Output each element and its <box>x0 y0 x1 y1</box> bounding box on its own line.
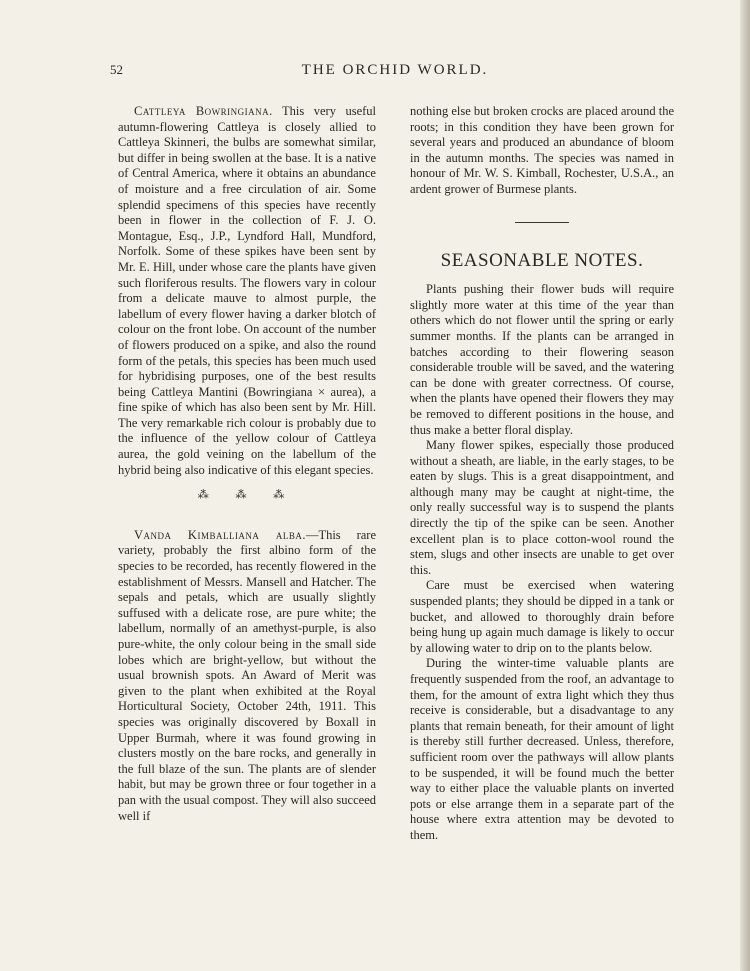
page-spine-shadow <box>740 0 750 971</box>
article-cattleya <box>118 104 376 478</box>
paragraph: Many flower spikes, especially those produced without a sheath, are liable, in the early stages, to be eaten by slugs. This is a great disappointment, and although many may be caught at night-time, the only really successful way is to suspend the plants directly the tip of the spike can be seen. Another excellent plan is to place cotton-wool round the stem, slugs and other insects are unable to get over this. <box>410 438 674 577</box>
paragraph: Plants pushing their flower buds will require slightly more water at this time of the year than others which do not flower until the spring or early summer months. If the plants can be arranged in batches according to their flowering season considerable trouble will be saved, and the watering can be done with greater correctness. Of course, when the plants have opened their flowers they may be removed to different positions in the house, and thus make a better floral display. <box>410 282 674 437</box>
article-title: Vanda Kimballiana alba. <box>134 527 306 542</box>
right-column <box>410 104 674 844</box>
article-title: Cattleya Bowringiana. <box>134 104 273 118</box>
page-header <box>100 62 690 82</box>
title-dash: — <box>305 527 319 542</box>
page-number: 52 <box>110 62 123 77</box>
section-ornament: ⁂ ⁂ ⁂ <box>197 489 297 502</box>
left-column <box>118 104 376 824</box>
paragraph: During the winter-time valuable plants are frequently suspended from the roof, an advantage to them, for the amount of extra light which they thus receive is considerable, but a disadvantage to any plants that remain beneath, for their amount of light is thereby still further decreased. Unless, therefore, sufficient room over the pathways will allow plants to be suspended, it will be found much the better way to either place the valuable plants on inverted pots or else arrange them in a separate part of the house where extra attention may be devoted to them. <box>410 656 674 842</box>
section-divider <box>515 222 569 223</box>
article-body: This rare variety, probably the first albino form of the species to be recorded, has recently flowered in the establishment of Messrs. Mansell and Hatcher. The sepals and petals, which are usually slightly suffused with a delicate rose, are pure white; the labellum, normally of an amethyst-purple, is also pure-white, the only colour being in the small side lobes which are bright-yellow, but without the usual brownish spots. An Award of Merit was given to the plant when exhibited at the Royal Horticultural Society, October 24th, 1911. This species was originally discovered by Boxall in Upper Burmah, where it was found growing in clusters mostly on the bare rocks, and generally in the full blaze of the sun. The plants are of slender habit, but may be grown three or four together in a pan with the usual compost. They will also succeed well if <box>118 527 376 823</box>
section-heading: SEASONABLE NOTES. <box>440 249 644 271</box>
article-continuation: nothing else but broken crocks are placed around the roots; in this condition they have been grown for several years and produced an abundance of bloom in the autumn months. The species was named in honour of Mr. W. S. Kimball, Rochester, U.S.A., an ardent grower of Burmese plants. <box>410 104 674 196</box>
article-body: This very useful autumn-flowering Cattleya is closely allied to Cattleya Skinneri, the bulbs are somewhat similar, but differ in being swollen at the base. It is a native of Central America, where it obtains an abundance of moisture and a free circulation of air. Some splendid specimens of this species have recently been in flower in the collection of F. J. O. Montague, Esq., J.P., Lyndford Hall, Mundford, Norfolk. Some of these spikes have been sent by Mr. E. Hill, under whose care the plants have given such floriferous results. The flowers vary in colour from a delicate mauve to almost purple, the labellum of every flower having a darker blotch of colour on the front lobe. On account of the number of flowers produced on a spike, and also the round form of the petals, this species has been much used for hybridising purposes, one of the best results being Cattleya Mantini (Bowringiana × aurea), a fine spike of which has also been sent by Mr. Hill. The very remarkable rich colour is probably due to the influence of the yellow colour of Cattleya aurea, the gold veining on the labellum of the hybrid being also indicative of this elegant species. <box>118 104 376 477</box>
running-head: THE ORCHID WORLD. <box>301 62 489 78</box>
article-vanda <box>118 528 376 824</box>
paragraph: Care must be exercised when watering suspended plants; they should be dipped in a tank or bucket, and allowed to thoroughly drain before being hung up again much damage is likely to occur by allowing water to drip on to the plants below. <box>410 578 674 655</box>
